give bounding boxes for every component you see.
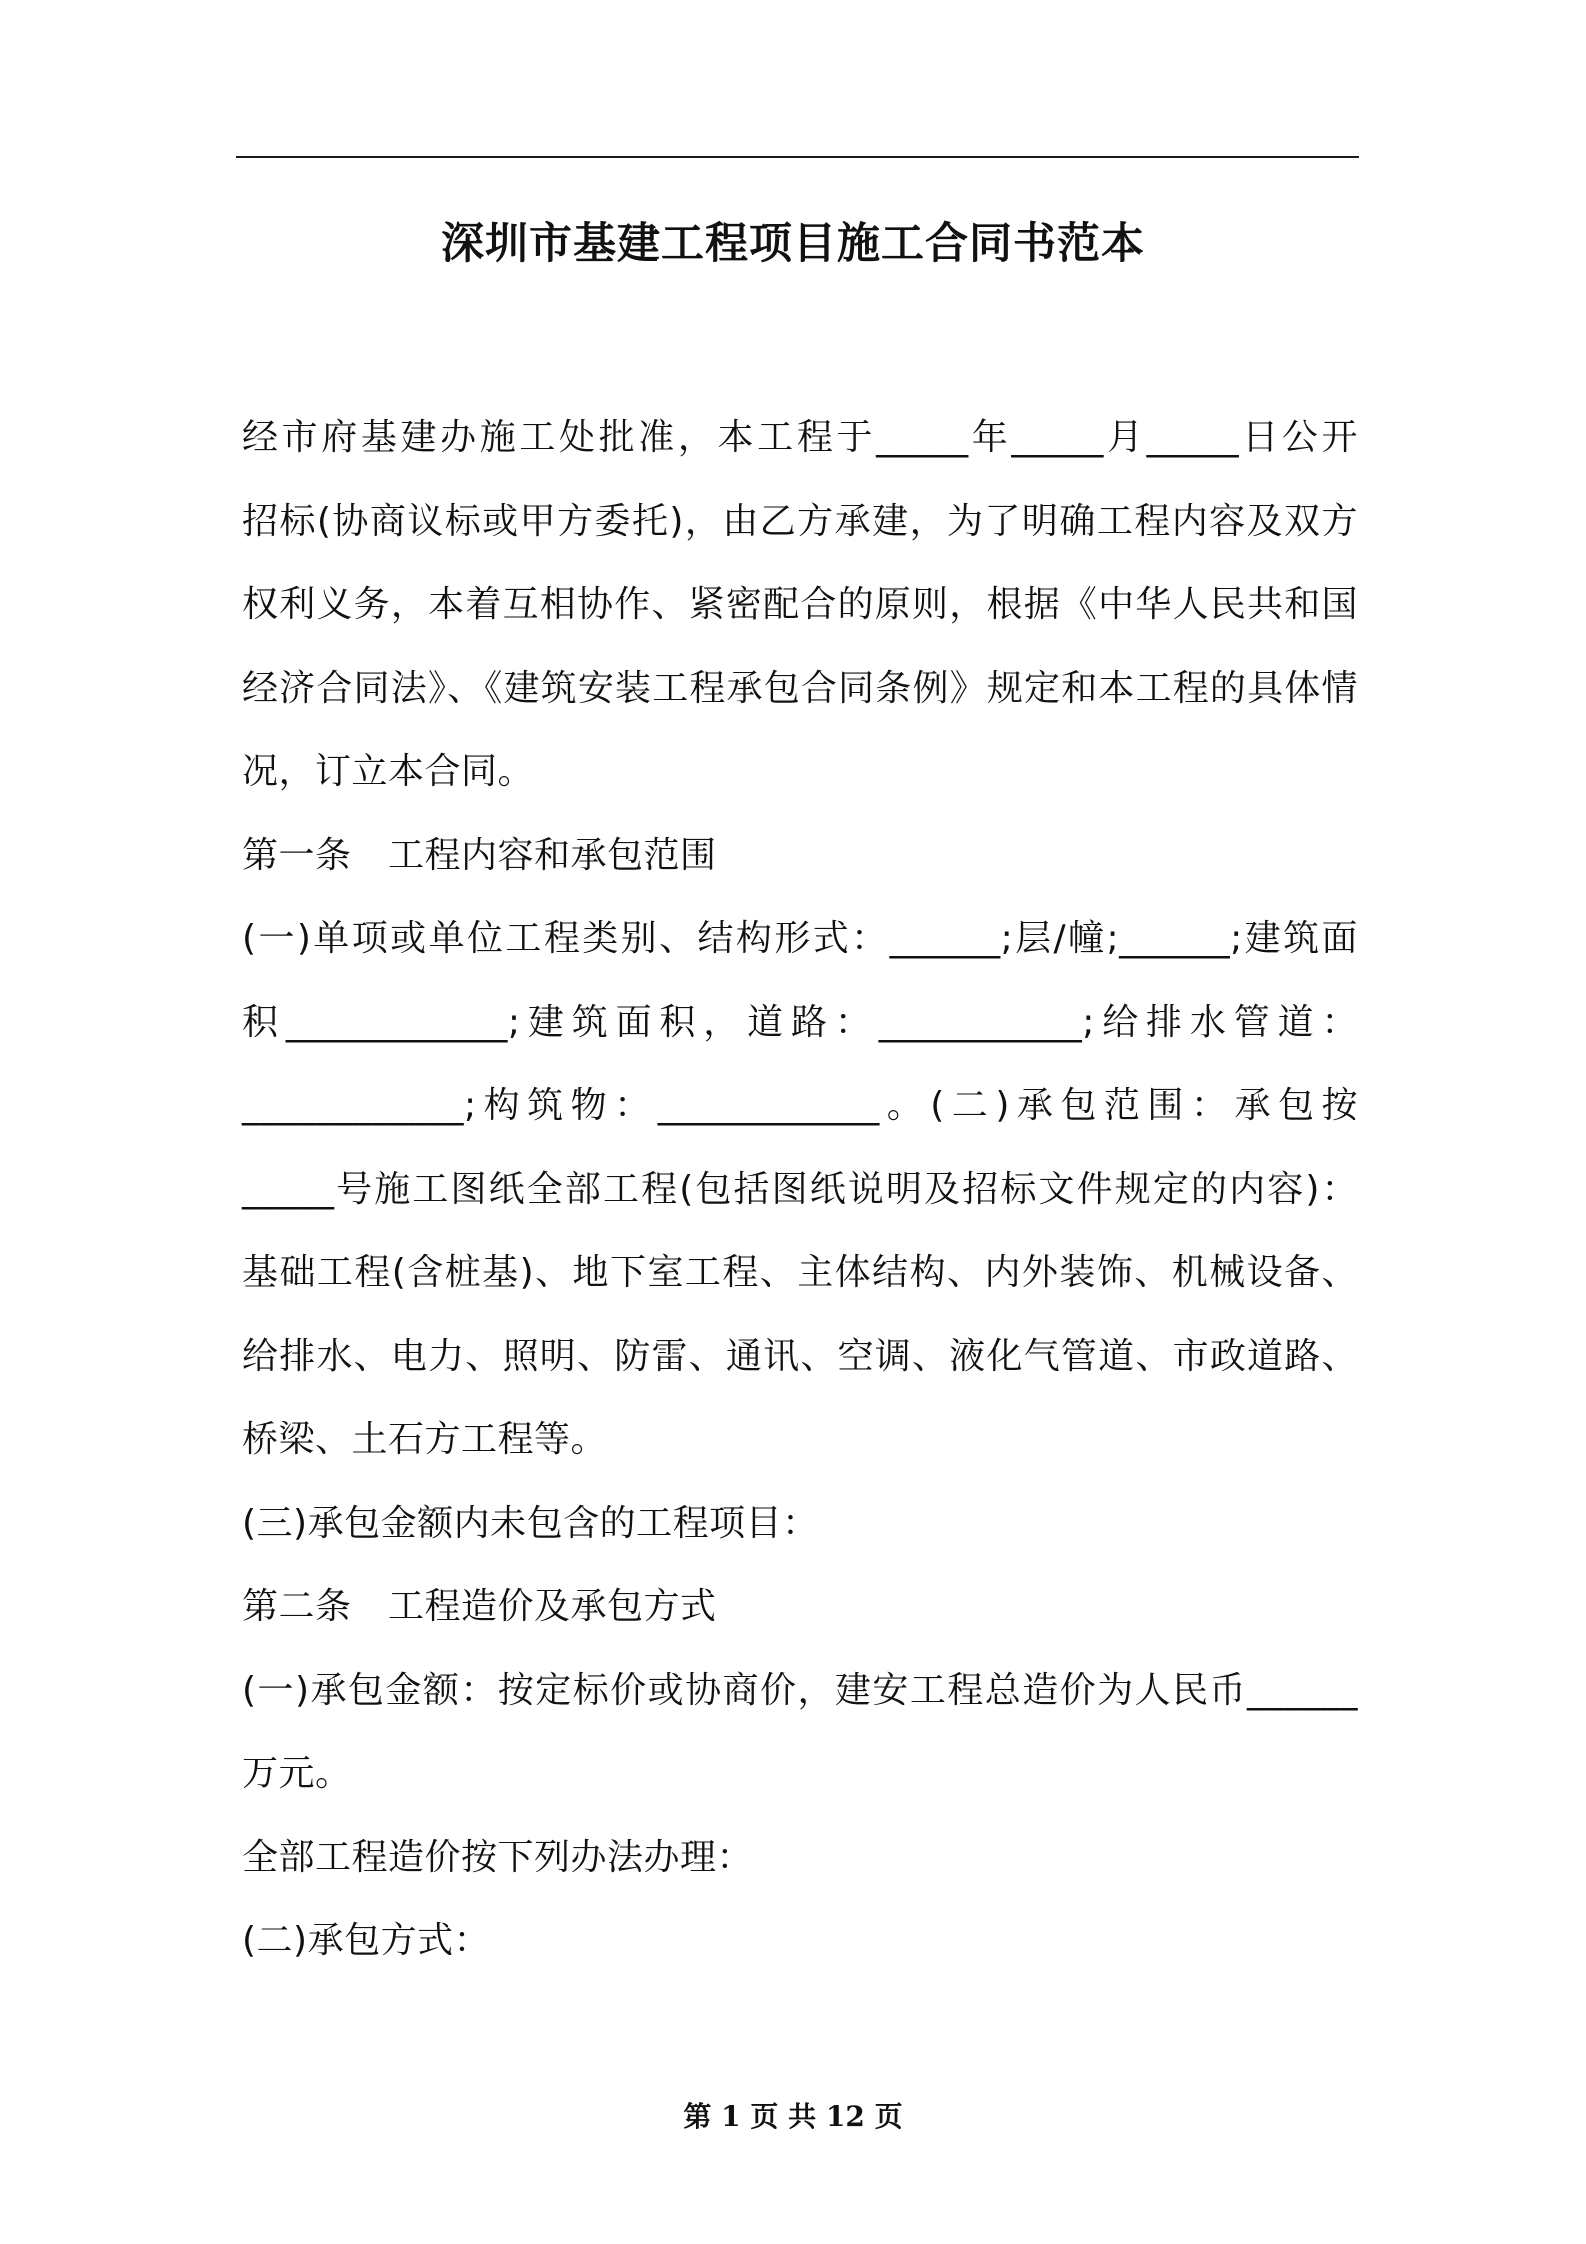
- body-line: 万元。: [242, 1753, 352, 1794]
- article-heading: 第一条 工程内容和承包范围: [242, 835, 717, 876]
- body-line: 全部工程造价按下列办法办理：: [242, 1837, 754, 1878]
- body-line: ____________;构筑物：____________。(二)承包范围：承包按: [242, 1085, 1358, 1126]
- body-line: 给排水、电力、照明、防雷、通讯、空调、液化气管道、市政道路、: [242, 1336, 1358, 1377]
- body-line: 招标(协商议标或甲方委托)，由乙方承建，为了明确工程内容及双方: [242, 501, 1358, 542]
- body-line: 基础工程(含桩基)、地下室工程、主体结构、内外装饰、机械设备、: [242, 1252, 1358, 1293]
- body-line: (二)承包方式：: [242, 1920, 491, 1961]
- page-number-footer: 第 1 页 共 12 页: [683, 2100, 903, 2133]
- body-line: 况，订立本合同。: [242, 751, 535, 792]
- body-line: _____号施工图纸全部工程(包括图纸说明及招标文件规定的内容)：: [242, 1169, 1358, 1210]
- body-line: 经济合同法》、《建筑安装工程承包合同条例》规定和本工程的具体情: [242, 668, 1358, 709]
- body-line: 桥梁、土石方工程等。: [242, 1419, 608, 1460]
- body-line: 积____________;建筑面积，道路：___________;给排水管道：: [242, 1002, 1358, 1043]
- body-line: (一)单项或单位工程类别、结构形式：______;层/幢;______;建筑面: [242, 918, 1358, 959]
- header-rule: [236, 156, 1359, 158]
- body-line: (一)承包金额：按定标价或协商价，建安工程总造价为人民币______: [242, 1670, 1358, 1711]
- body-line: 经市府基建办施工处批准，本工程于_____年_____月_____日公开: [242, 417, 1358, 458]
- article-heading: 第二条 工程造价及承包方式: [242, 1586, 717, 1627]
- body-line: (三)承包金额内未包含的工程项目：: [242, 1503, 819, 1544]
- document-title: 深圳市基建工程项目施工合同书范本: [441, 219, 1145, 269]
- body-line: 权利义务，本着互相协作、紧密配合的原则，根据《中华人民共和国: [242, 584, 1358, 625]
